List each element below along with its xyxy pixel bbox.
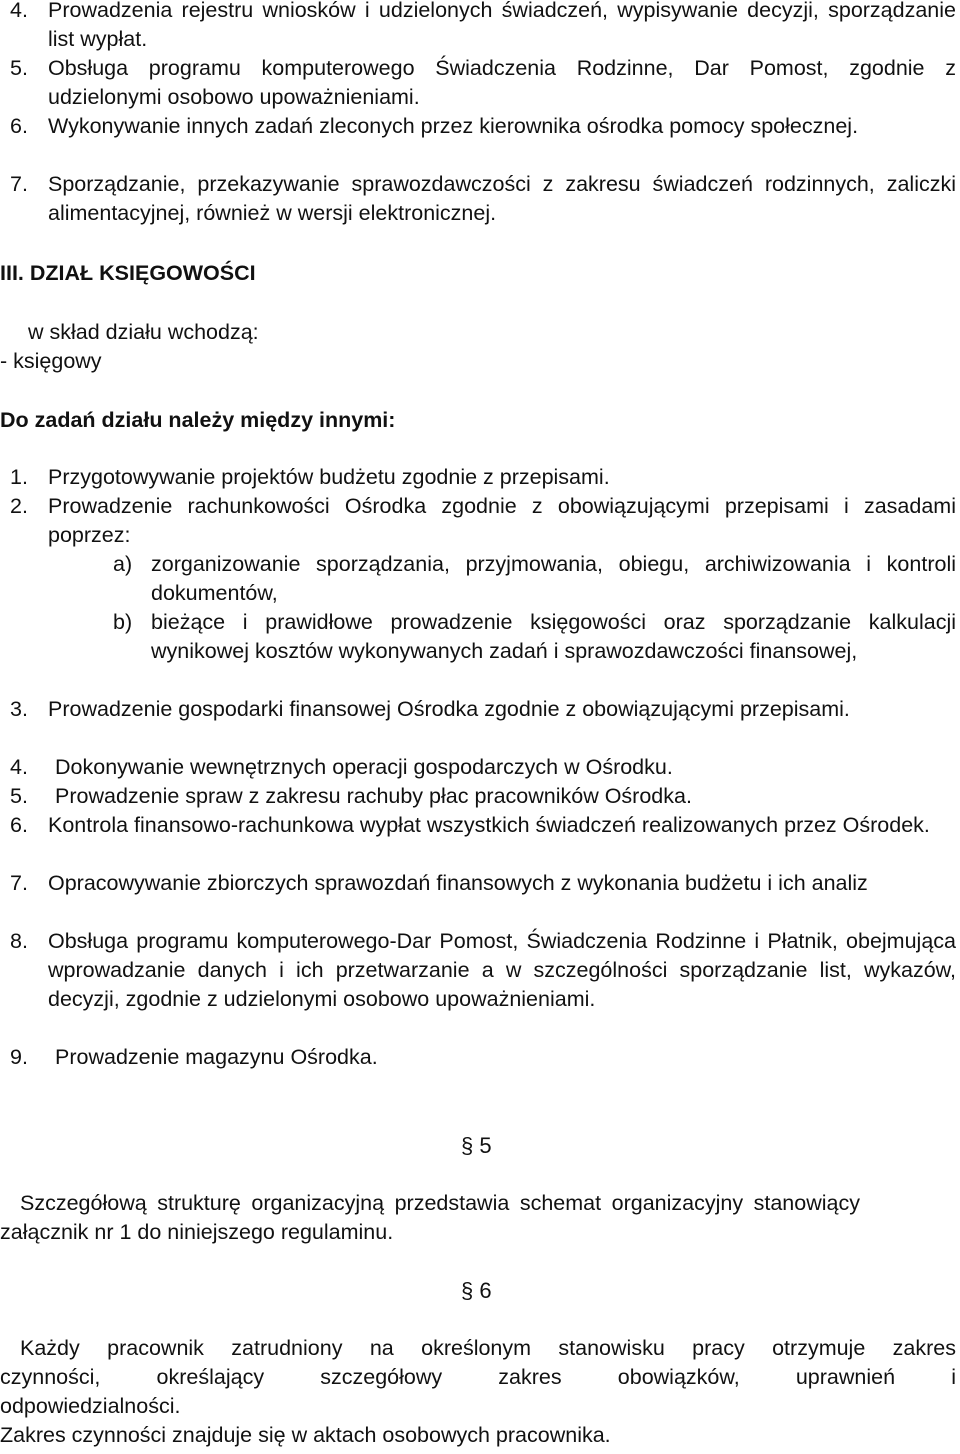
task-number: 5. bbox=[10, 784, 28, 808]
task-number: 3. bbox=[10, 697, 28, 721]
task-text: Dokonywanie wewnętrznych operacji gospodarczych w Ośrodku. bbox=[55, 755, 673, 779]
composition-intro: w skład działu wchodzą: bbox=[28, 320, 259, 344]
paragraph-sign-6: § 6 bbox=[461, 1278, 492, 1303]
task-number: 8. bbox=[10, 929, 28, 953]
paragraph-6-line: Każdy pracownik zatrudniony na określonym stanowisku pracy otrzymuje zakres bbox=[20, 1336, 956, 1360]
task-number: 2. bbox=[10, 494, 28, 518]
list-item-text: Sporządzanie, przekazywanie sprawozdawczości z zakresu świadczeń rodzinnych, zaliczki alimentacyjnej, również w wersji elektronicznej. bbox=[48, 172, 956, 225]
task-item bbox=[10, 811, 956, 869]
task-text: Przygotowywanie projektów budżetu zgodnie z przepisami. bbox=[48, 465, 610, 489]
list-item-text: Wykonywanie innych zadań zleconych przez kierownika ośrodka pomocy społecznej. bbox=[48, 114, 859, 138]
subtask-text: bieżące i prawidłowe prowadzenie księgowości oraz sporządzanie kalkulacji wynikowej kosztów wykonywanych zadań i sprawozdawczości finansowej, bbox=[151, 610, 956, 663]
task-item bbox=[10, 782, 956, 811]
task-text: Prowadzenie spraw z zakresu rachuby płac pracowników Ośrodka. bbox=[55, 784, 692, 808]
composition-item: - księgowy bbox=[0, 349, 102, 373]
task-item bbox=[10, 927, 956, 1043]
subtask-letter: a) bbox=[113, 552, 133, 576]
list-item-text: Obsługa programu komputerowego Świadczenia Rodzinne, Dar Pomost, zgodnie z udzielonymi osobowo upoważnieniami. bbox=[48, 56, 956, 109]
subtask-letter: b) bbox=[113, 610, 133, 634]
list-item-text: Prowadzenia rejestru wniosków i udzielonych świadczeń, wypisywanie decyzji, sporządzanie list wypłat. bbox=[48, 0, 956, 51]
paragraph-6-line: czynności, określający szczegółowy zakres obowiązków, uprawnień i bbox=[0, 1365, 956, 1389]
list-item-number: 5. bbox=[10, 56, 28, 80]
subtask-item bbox=[113, 608, 956, 695]
list-item-number: 7. bbox=[10, 172, 28, 196]
list-item-number: 4. bbox=[10, 0, 28, 22]
task-text: Kontrola finansowo-rachunkowa wypłat wszystkich świadczeń realizowanych przez Ośrodek. bbox=[48, 813, 930, 837]
task-item bbox=[10, 463, 956, 492]
list-item bbox=[10, 112, 956, 170]
task-text: Obsługa programu komputerowego-Dar Pomost, Świadczenia Rodzinne i Płatnik, obejmująca wprowadzanie danych i ich przetwarzanie a w szczególności sporządzanie list, wykazów, decyzji, zgodnie z udzielonymi osobowo upoważnieniami. bbox=[48, 929, 956, 1011]
task-number: 6. bbox=[10, 813, 28, 837]
paragraph-6-line: odpowiedzialności. bbox=[0, 1394, 181, 1418]
subtask-text: zorganizowanie sporządzania, przyjmowania, obiegu, archiwizowania i kontroli dokumentów, bbox=[151, 552, 956, 605]
top-list bbox=[10, 0, 956, 228]
task-text: Prowadzenie rachunkowości Ośrodka zgodnie z obowiązującymi przepisami i zasadami poprzez: bbox=[48, 494, 956, 547]
task-item bbox=[10, 869, 956, 927]
task-item bbox=[10, 492, 956, 550]
task-number: 1. bbox=[10, 465, 28, 489]
paragraph-sign-5: § 5 bbox=[461, 1133, 492, 1158]
task-item bbox=[10, 753, 956, 782]
list-item bbox=[10, 170, 956, 228]
paragraph-6-line: Zakres czynności znajduje się w aktach osobowych pracownika. bbox=[0, 1423, 611, 1447]
tasks-list bbox=[10, 463, 956, 1072]
task-text: Prowadzenie magazynu Ośrodka. bbox=[55, 1045, 378, 1069]
paragraph-6 bbox=[0, 1334, 956, 1450]
task-text: Prowadzenie gospodarki finansowej Ośrodka zgodnie z obowiązującymi przepisami. bbox=[48, 697, 850, 721]
subtask-item bbox=[113, 550, 956, 608]
paragraph-5-text: Szczegółową strukturę organizacyjną przedstawia schemat organizacyjny stanowiący załącznik nr 1 do niniejszego regulaminu. bbox=[0, 1191, 860, 1244]
list-item bbox=[10, 0, 956, 54]
tasks-heading: Do zadań działu należy między innymi: bbox=[0, 408, 396, 432]
task-item bbox=[10, 695, 956, 753]
task-number: 7. bbox=[10, 871, 28, 895]
section-heading: III. DZIAŁ KSIĘGOWOŚCI bbox=[0, 261, 256, 285]
list-item bbox=[10, 54, 956, 112]
task-number: 4. bbox=[10, 755, 28, 779]
task-text: Opracowywanie zbiorczych sprawozdań finansowych z wykonania budżetu i ich analiz bbox=[48, 871, 868, 895]
list-item-number: 6. bbox=[10, 114, 28, 138]
task-number: 9. bbox=[10, 1045, 28, 1069]
task-item bbox=[10, 1043, 956, 1072]
